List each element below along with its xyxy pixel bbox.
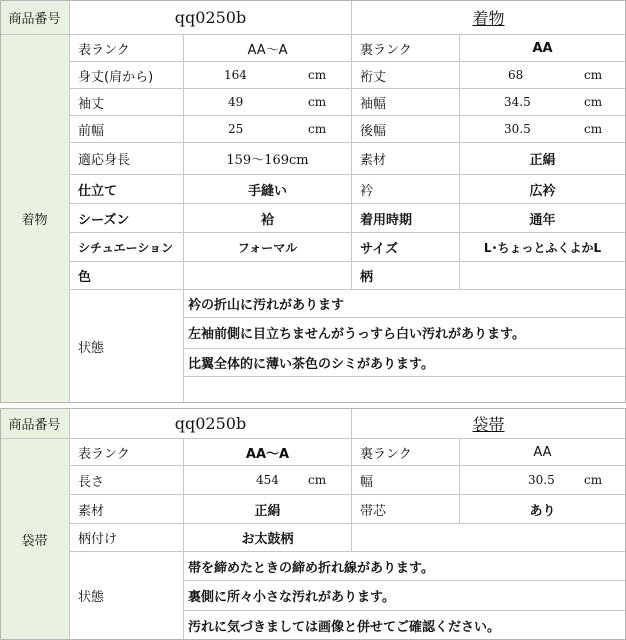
kimono-condition-line-3: 比翼全体的に薄い茶色のシミがあります。 [184,348,625,377]
kimono-label-season: シーズン [70,204,184,233]
kimono-label-fit-height: 適応身長 [70,143,184,175]
unit-label: cm [308,95,327,109]
kimono-code-label: 商品番号 [0,0,70,35]
obi-value-length: 454 [256,473,279,487]
unit-label: cm [584,473,603,487]
kimono-label-pattern: 柄 [352,262,460,290]
kimono-label-size: サイズ [352,233,460,262]
kimono-condition-label: 状態 [70,290,184,403]
kimono-label-front-width: 前幅 [70,116,184,143]
obi-condition-line-1: 帯を締めたときの締め折れ線があります。 [184,552,625,581]
obi-value-surface-rank: AA～A [184,439,352,466]
obi-label-core: 帯芯 [352,495,460,524]
obi-side-label: 袋帯 [0,439,70,640]
kimono-value-material: 正絹 [460,143,626,175]
kimono-value-surface-rank: AA～A [184,35,352,62]
kimono-value-sleeve-width: 34.5 [504,95,531,109]
kimono-value-situation: フォーマル [184,233,352,262]
kimono-label-material: 素材 [352,143,460,175]
unit-label: cm [308,68,327,82]
kimono-label-lining-rank: 裏ランク [352,35,460,62]
kimono-value-back-width: 30.5 [504,122,531,136]
kimono-condition-box [184,290,626,403]
obi-value-material: 正絹 [184,495,352,524]
kimono-value-pattern [460,262,626,290]
obi-value-width: 30.5 [528,473,555,487]
kimono-label-surface-rank: 表ランク [70,35,184,62]
kimono-label-wearing-period: 着用時期 [352,204,460,233]
obi-label-lining-rank: 裏ランク [352,439,460,466]
unit-label: cm [584,95,603,109]
obi-value-lining-rank: AA [460,439,626,466]
obi-table [0,408,626,640]
kimono-value-sleeve-length: 49 [228,95,244,109]
obi-product-code: qq0250b [70,408,352,439]
obi-value-length-cell [184,466,352,495]
unit-label: cm [584,68,603,82]
kimono-label-collar: 衿 [352,175,460,204]
kimono-condition-line-2: 左袖前側に目立ちませんがうっすら白い汚れがあります。 [184,317,625,349]
kimono-label-back-width: 後幅 [352,116,460,143]
obi-category-title: 袋帯 [352,408,626,439]
kimono-value-lining-rank: AA [460,35,626,62]
obi-condition-label: 状態 [70,552,184,640]
kimono-label-color: 色 [70,262,184,290]
kimono-condition-line-1: 衿の折山に汚れがあります [184,290,625,318]
kimono-value-size: L･ちょっとふくよかL [460,233,626,262]
kimono-value-fit-height: 159～169cm [184,143,352,175]
kimono-value-yuki-cell [460,62,626,89]
kimono-label-sleeve-length: 袖丈 [70,89,184,116]
unit-label: cm [308,473,327,487]
unit-label: cm [584,122,603,136]
obi-condition-line-2: 裏側に所々小さな汚れがあります。 [184,580,625,611]
kimono-label-sleeve-width: 袖幅 [352,89,460,116]
kimono-label-length: 身丈(肩から) [70,62,184,89]
kimono-value-sleeve-length-cell [184,89,352,116]
kimono-value-season: 袷 [184,204,352,233]
kimono-value-length: 164 [224,68,247,82]
kimono-value-front-width: 25 [228,122,244,136]
obi-label-surface-rank: 表ランク [70,439,184,466]
kimono-value-front-width-cell [184,116,352,143]
kimono-label-yuki: 裄丈 [352,62,460,89]
obi-value-width-cell [460,466,626,495]
kimono-value-length-cell [184,62,352,89]
kimono-value-yuki: 68 [508,68,524,82]
kimono-label-tailoring: 仕立て [70,175,184,204]
obi-value-core: あり [460,495,626,524]
obi-code-label: 商品番号 [0,408,70,439]
kimono-value-tailoring: 手縫い [184,175,352,204]
obi-label-length: 長さ [70,466,184,495]
kimono-side-label: 着物 [0,35,70,403]
kimono-value-color [184,262,352,290]
kimono-value-back-width-cell [460,116,626,143]
obi-label-pattern-placement: 柄付け [70,524,184,552]
unit-label: cm [308,122,327,136]
obi-label-material: 素材 [70,495,184,524]
obi-label-width: 幅 [352,466,460,495]
kimono-product-code: qq0250b [70,0,352,35]
obi-value-pattern-placement: お太鼓柄 [184,524,352,552]
kimono-category-title: 着物 [352,0,626,35]
obi-condition-line-3: 汚れに気づきましては画像と併せてご確認ください。 [188,619,501,635]
kimono-value-collar: 広衿 [460,175,626,204]
obi-condition-box [184,552,626,640]
kimono-value-wearing-period: 通年 [460,204,626,233]
kimono-label-situation: シチュエーション [70,233,184,262]
kimono-value-sleeve-width-cell [460,89,626,116]
obi-empty-cell [352,524,626,552]
